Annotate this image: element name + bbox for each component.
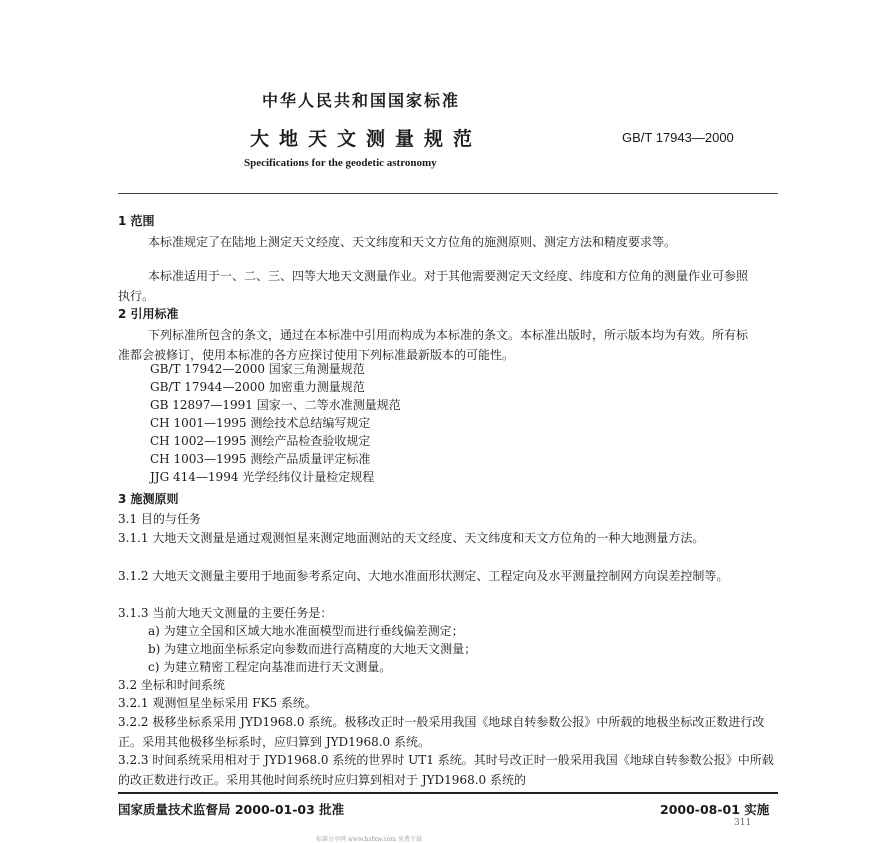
section-1-paragraph-2: 本标准适用于一、二、三、四等大地天文测量作业。对于其他需要测定天文经度、纬度和方位角的测量作业可参照执行。 bbox=[118, 269, 749, 303]
page-number: 311 bbox=[734, 818, 752, 828]
reference-item: GB/T 17944—2000 加密重力测量规范 bbox=[150, 380, 365, 394]
section-3-heading: 3 施测原则 bbox=[118, 492, 179, 506]
clause-3-1-1: 3.1.1 大地天文测量是通过观测恒星来测定地面测站的天文经度、天文纬度和天文方位角的一种大地测量方法。 bbox=[118, 531, 705, 545]
clause-3-2: 3.2 坐标和时间系统 bbox=[118, 678, 225, 692]
standard-code: GB/T 17943—2000 bbox=[622, 130, 734, 145]
reference-item: JJG 414—1994 光学经纬仪计量检定规程 bbox=[150, 470, 375, 484]
watermark: 标准分享网 www.bzfxw.com 免费下载 bbox=[316, 836, 423, 843]
clause-3-2-2: 3.2.2 极移坐标系采用 JYD1968.0 系统。极移改正时一般采用我国《地球自转参数公报》中所载的地极坐标改正数进行改正。采用其他极移坐标系时，应归算到 JYD1968.0 系统。 bbox=[118, 715, 765, 749]
clause-3-1-3: 3.1.3 当前大地天文测量的主要任务是： bbox=[118, 606, 333, 620]
clause-3-1: 3.1 目的与任务 bbox=[118, 512, 201, 526]
clause-3-2-1: 3.2.1 观测恒星坐标采用 FK5 系统。 bbox=[118, 696, 317, 710]
task-item: a) 为建立全国和区域大地水准面模型而进行垂线偏差测定； bbox=[148, 624, 464, 638]
english-title: Specifications for the geodetic astronomy bbox=[244, 157, 437, 169]
header-rule bbox=[118, 193, 778, 194]
reference-item: CH 1002—1995 测绘产品检查验收规定 bbox=[150, 434, 371, 448]
section-1-paragraph-1: 本标准规定了在陆地上测定天文经度、天文纬度和天文方位角的施测原则、测定方法和精度要求等。 bbox=[148, 235, 677, 249]
reference-item: GB/T 17942—2000 国家三角测量规范 bbox=[150, 362, 365, 376]
reference-item: GB 12897—1991 国家一、二等水准测量规范 bbox=[150, 398, 401, 412]
reference-item: CH 1001—1995 测绘技术总结编写规定 bbox=[150, 416, 371, 430]
section-2-intro: 下列标准所包含的条文，通过在本标准中引用而构成为本标准的条文。本标准出版时，所示版本均为有效。所有标准都会被修订，使用本标准的各方应探讨使用下列标准最新版本的可能性。 bbox=[118, 328, 749, 362]
section-2-heading: 2 引用标准 bbox=[118, 307, 179, 321]
reference-item: CH 1003—1995 测绘产品质量评定标准 bbox=[150, 452, 371, 466]
clause-3-2-3: 3.2.3 时间系统采用相对于 JYD1968.0 系统的世界时 UT1 系统。其时号改正时一般采用我国《地球自转参数公报》中所载的改正数进行改正。采用其他时间系统时应归算到相对于 JYD1968.0 系统的 bbox=[118, 753, 774, 787]
document-title: 大地天文测量规范 bbox=[250, 128, 483, 150]
clause-3-1-2: 3.1.2 大地天文测量主要用于地面参考系定向、大地水准面形状测定、工程定向及水平测量控制网方向误差控制等。 bbox=[118, 569, 729, 583]
effective-date: 2000-08-01 实施 bbox=[660, 802, 770, 817]
national-standard-label: 中华人民共和国国家标准 bbox=[262, 91, 461, 110]
approval-line: 国家质量技术监督局 2000-01-03 批准 bbox=[118, 802, 345, 817]
task-item: b) 为建立地面坐标系定向参数而进行高精度的大地天文测量； bbox=[148, 642, 477, 656]
footer-rule bbox=[118, 792, 778, 794]
section-1-heading: 1 范围 bbox=[118, 214, 155, 228]
task-item: c) 为建立精密工程定向基准而进行天文测量。 bbox=[148, 660, 392, 674]
